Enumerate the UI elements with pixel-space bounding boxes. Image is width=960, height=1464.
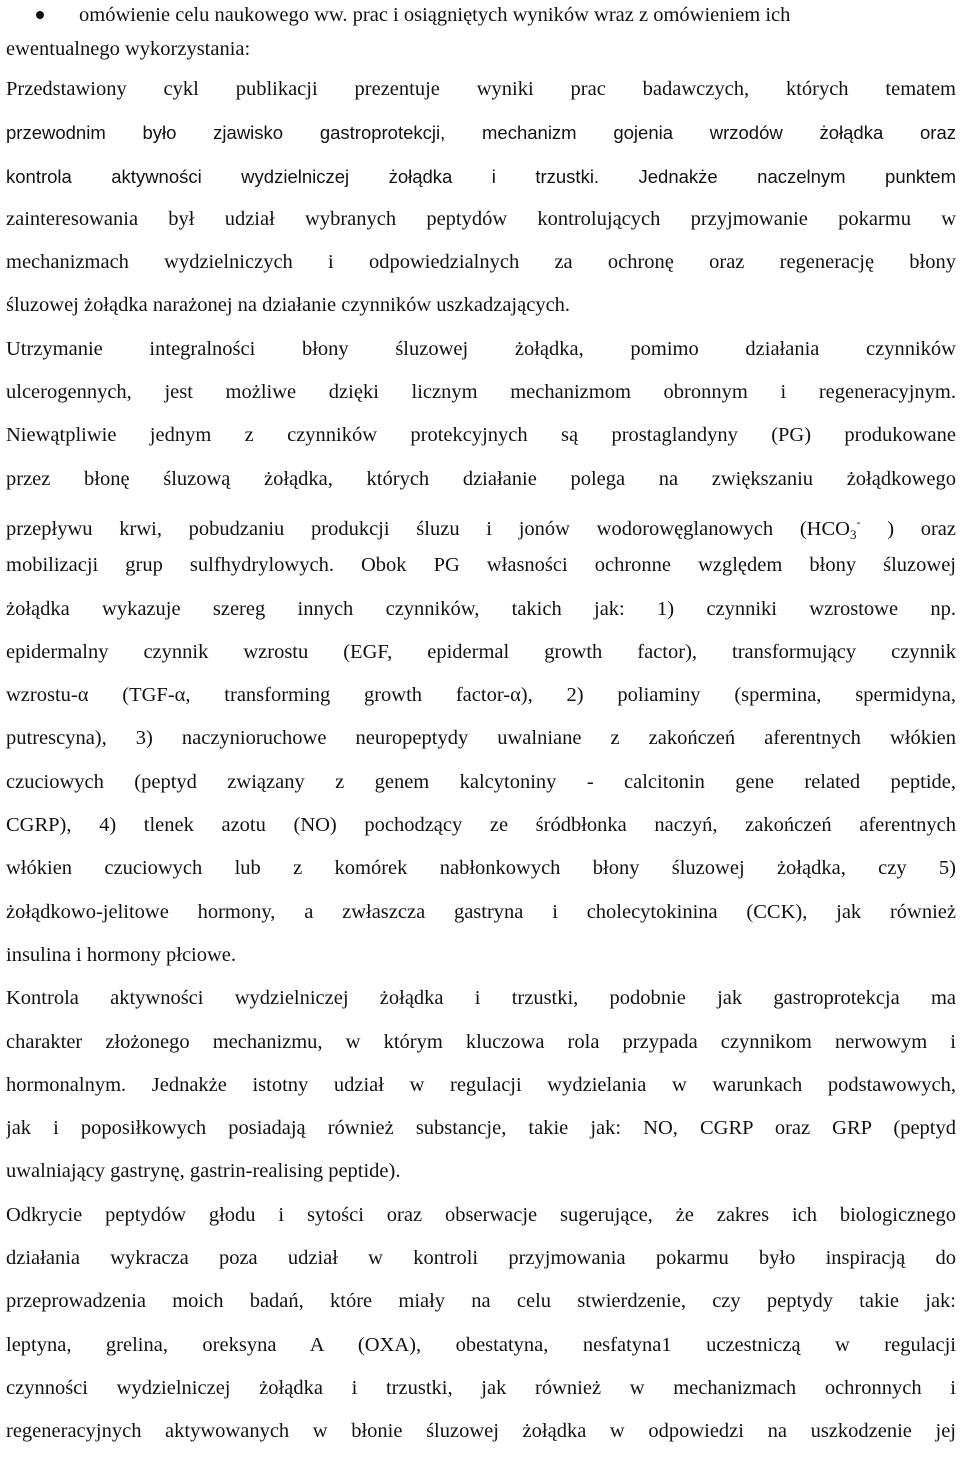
text-line: epidermalny czynnik wzrostu (EGF, epidermal growth factor), transformujący czynnik: [6, 640, 956, 663]
text-line: charakter złożonego mechanizmu, w którym kluczowa rola przypada czynnikom nerwowym i: [6, 1030, 956, 1053]
text-line: mobilizacji grup sulfhydrylowych. Obok PG własności ochronne względem błony śluzowej: [6, 554, 956, 577]
text-line: przeprowadzenia moich badań, które miały na celu stwierdzenie, czy peptydy takie jak:: [6, 1290, 956, 1313]
text-line: Niewątpliwie jednym z czynników protekcyjnych są prostaglandyny (PG) produkowane: [6, 424, 956, 447]
text-line: ulcerogennych, jest możliwe dzięki licznym mechanizmom obronnym i regeneracyjnym.: [6, 381, 956, 404]
text-line: zainteresowania był udział wybranych peptydów kontrolujących przyjmowanie pokarmu w: [6, 207, 956, 230]
text-line: przewodnim było zjawisko gastroprotekcji, mechanizm gojenia wrzodów żołądka oraz: [6, 122, 956, 144]
text-line: żołądkowo-jelitowe hormony, a zwłaszcza gastryna i cholecytokinina (CCK), jak również: [6, 900, 956, 923]
text-line: insulina i hormony płciowe.: [6, 943, 237, 966]
superscript: -: [856, 514, 861, 529]
text-line: śluzowej żołądka narażonej na działanie czynników uszkadzających.: [6, 294, 571, 317]
text-line: czuciowych (peptyd związany z genem kalcytoniny - calcitonin gene related peptide,: [6, 770, 956, 793]
text-line: przez błonę śluzową żołądka, których działanie polega na zwiększaniu żołądkowego: [6, 467, 956, 490]
text-segment: ) oraz: [887, 517, 956, 540]
text-line: jak i poposiłkowych posiadają również substancje, takie jak: NO, CGRP oraz GRP (peptyd: [6, 1117, 956, 1140]
text-line: mechanizmach wydzielniczych i odpowiedzialnych za ochronę oraz regenerację błony: [6, 251, 956, 274]
text-line: uwalniający gastrynę, gastrin-realising peptide).: [6, 1160, 401, 1183]
text-line: putrescyna), 3) naczynioruchowe neuropeptydy uwalniane z zakończeń aferentnych włókien: [6, 727, 956, 750]
text-line: żołądka wykazuje szereg innych czynników, takich jak: 1) czynniki wzrostowe np.: [6, 597, 956, 620]
subscript: 3: [849, 526, 857, 542]
text-line: czynności wydzielniczej żołądka i trzustki, jak również w mechanizmach ochronnych i: [6, 1376, 956, 1399]
bullet-text: omówienie celu naukowego ww. prac i osiągniętych wyników wraz z omówieniem ich: [79, 4, 791, 26]
body-text: [6, 30, 956, 1454]
text-line: Przedstawiony cykl publikacji prezentuje wyniki prac badawczych, których tematem: [6, 78, 956, 100]
text-line-formula: [6, 501, 956, 544]
text-segment: przepływu krwi, pobudzaniu produkcji śluzu i jonów wodorowęglanowych (HCO: [6, 517, 850, 540]
bullet-item: [6, 0, 956, 30]
text-line: CGRP), 4) tlenek azotu (NO) pochodzący ze śródbłonka naczyń, zakończeń aferentnych: [6, 814, 956, 837]
bullet-dot-icon: [36, 11, 44, 19]
text-line: włókien czuciowych lub z komórek nabłonkowych błony śluzowej żołądka, czy 5): [6, 857, 956, 880]
text-line: regeneracyjnych aktywowanych w błonie śluzowej żołądka w odpowiedzi na uszkodzenie jej: [6, 1420, 956, 1443]
text-line: Odkrycie peptydów głodu i sytości oraz obserwacje sugerujące, że zakres ich biologicznego: [6, 1203, 956, 1226]
text-line: Kontrola aktywności wydzielniczej żołądka i trzustki, podobnie jak gastroprotekcja ma: [6, 987, 956, 1010]
document-page: [6, 0, 956, 1454]
text-line: Utrzymanie integralności błony śluzowej żołądka, pomimo działania czynników: [6, 337, 956, 360]
text-line: leptyna, grelina, oreksyna A (OXA), obestatyna, nesfatyna1 uczestniczą w regulacji: [6, 1333, 956, 1356]
text-line: hormonalnym. Jednakże istotny udział w regulacji wydzielania w warunkach podstawowych,: [6, 1073, 956, 1096]
text-line: wzrostu-α (TGF-α, transforming growth factor-α), 2) poliaminy (spermina, spermidyna,: [6, 684, 956, 707]
text-line: ewentualnego wykorzystania:: [6, 38, 251, 60]
text-line: działania wykracza poza udział w kontroli przyjmowania pokarmu było inspiracją do: [6, 1247, 956, 1270]
text-line: kontrola aktywności wydzielniczej żołądka i trzustki. Jednakże naczelnym punktem: [6, 165, 956, 187]
